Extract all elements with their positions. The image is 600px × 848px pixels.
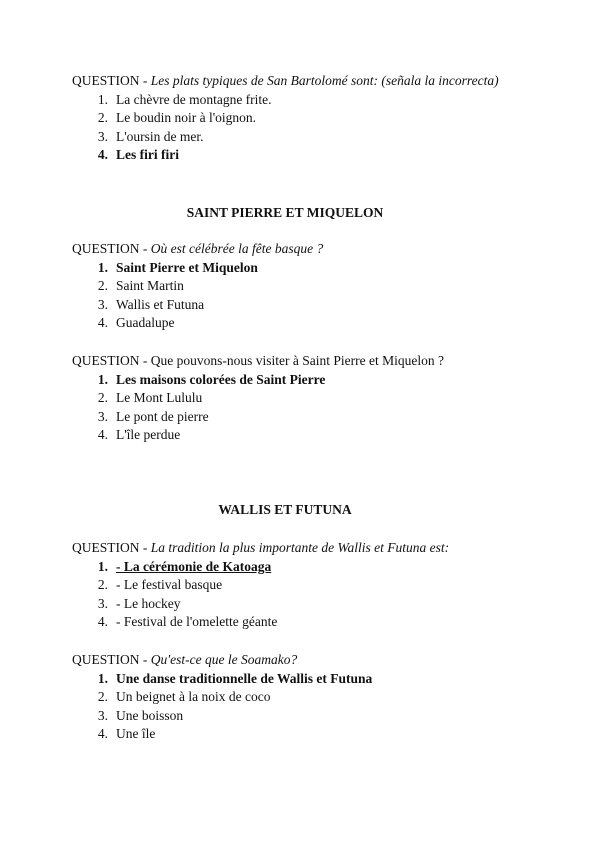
question-line — [72, 240, 552, 259]
answer-item-correct — [72, 146, 552, 165]
answer-item — [72, 707, 552, 726]
answer-text: Wallis et Futuna — [116, 296, 205, 312]
answer-text: Le Mont Lululu — [116, 390, 203, 405]
question-prefix: QUESTION - — [72, 652, 151, 667]
answer-list — [72, 371, 552, 445]
answer-number: 4. — [97, 315, 108, 330]
question-prefix: QUESTION - — [72, 540, 151, 555]
answer-item-correct — [72, 558, 552, 577]
question-text: Les plats typiques de San Bartolomé sont: (señala la incorrecta) — [150, 73, 499, 88]
question-text: Qu'est-ce que le Soamako? — [150, 652, 298, 667]
answer-list — [72, 558, 552, 632]
question-text: La tradition la plus importante de Wallis et Futuna est: — [150, 540, 450, 555]
answer-list — [72, 91, 552, 165]
answer-list — [72, 259, 552, 333]
answer-number: 2. — [97, 278, 108, 293]
answer-item — [72, 576, 552, 595]
answer-text: Saint Pierre et Miquelon — [116, 259, 258, 275]
section-heading-wallis: WALLIS ET FUTUNA — [218, 502, 352, 517]
answer-text: Une danse traditionnelle de Wallis et Futuna — [116, 670, 373, 686]
answer-number: 3. — [97, 595, 108, 611]
answer-text: Le pont de pierre — [116, 408, 209, 424]
answer-item-correct — [72, 371, 552, 390]
question-block-1 — [72, 72, 552, 165]
answer-item — [72, 613, 552, 632]
answer-text: Guadalupe — [116, 315, 175, 330]
answer-number: 1. — [97, 259, 108, 275]
answer-number: 3. — [97, 128, 108, 144]
answer-number: 4. — [97, 726, 108, 741]
answer-text: Un beignet à la noix de coco — [116, 689, 271, 704]
answer-item — [72, 725, 552, 744]
answer-number: 3. — [97, 707, 108, 723]
answer-text: Les firi firi — [116, 147, 179, 162]
answer-item — [72, 296, 552, 315]
answer-number: 4. — [97, 147, 108, 162]
answer-item — [72, 426, 552, 445]
answer-item — [72, 91, 552, 110]
answer-text: - La cérémonie de Katoaga — [116, 558, 272, 574]
question-line — [72, 651, 552, 670]
question-prefix: QUESTION - — [72, 353, 151, 368]
answer-text: - Festival de l'omelette géante — [116, 614, 278, 629]
answer-number: 2. — [97, 390, 108, 405]
answer-number: 1. — [97, 91, 108, 107]
answer-item — [72, 109, 552, 128]
answer-number: 3. — [97, 408, 108, 424]
answer-number: 1. — [97, 558, 108, 574]
answer-text: L'île perdue — [116, 427, 181, 442]
answer-text: - Le hockey — [116, 595, 181, 611]
answer-number: 4. — [97, 427, 108, 442]
answer-text: Le boudin noir à l'oignon. — [116, 110, 257, 125]
question-block-2 — [72, 240, 552, 333]
answer-item — [72, 408, 552, 427]
answer-text: Saint Martin — [116, 278, 184, 293]
answer-text: La chèvre de montagne frite. — [116, 91, 272, 107]
answer-number: 2. — [97, 110, 108, 125]
answer-text: - Le festival basque — [116, 577, 223, 592]
answer-item-correct — [72, 259, 552, 278]
answer-number: 1. — [97, 371, 108, 387]
answer-item — [72, 688, 552, 707]
answer-text: Les maisons colorées de Saint Pierre — [116, 371, 326, 387]
question-line — [72, 352, 552, 371]
question-text: Où est célébrée la fête basque ? — [150, 241, 324, 256]
answer-number: 3. — [97, 296, 108, 312]
answer-item — [72, 389, 552, 408]
answer-number: 2. — [97, 689, 108, 704]
answer-text: Une boisson — [116, 707, 184, 723]
question-block-3 — [72, 352, 552, 445]
question-block-5 — [72, 651, 552, 744]
question-prefix: QUESTION - — [72, 241, 151, 256]
answer-text: Une île — [116, 726, 156, 741]
question-line — [72, 539, 552, 558]
question-line — [72, 72, 552, 91]
answer-number: 4. — [97, 614, 108, 629]
answer-text: L'oursin de mer. — [116, 128, 204, 144]
question-text: Que pouvons-nous visiter à Saint Pierre et Miquelon ? — [150, 353, 444, 368]
answer-item — [72, 128, 552, 147]
answer-number: 2. — [97, 577, 108, 592]
section-heading-saint-pierre: SAINT PIERRE ET MIQUELON — [186, 205, 384, 220]
answer-item — [72, 277, 552, 296]
question-block-4 — [72, 539, 552, 632]
answer-item — [72, 595, 552, 614]
answer-item-correct — [72, 670, 552, 689]
answer-number: 1. — [97, 670, 108, 686]
answer-list — [72, 670, 552, 744]
answer-item — [72, 314, 552, 333]
question-prefix: QUESTION - — [72, 73, 151, 88]
